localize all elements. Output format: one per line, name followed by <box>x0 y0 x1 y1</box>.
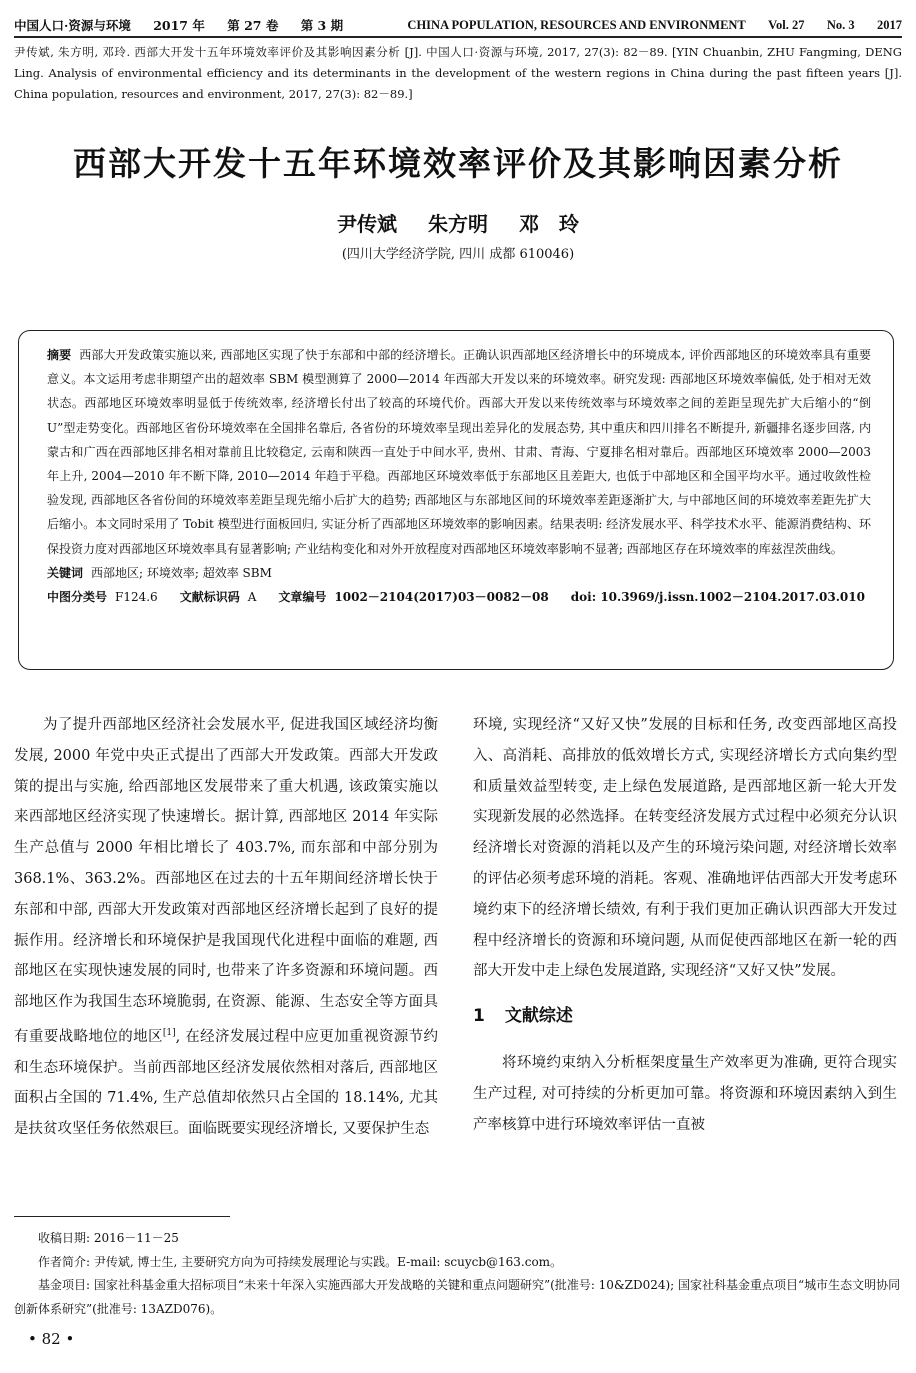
header-volume-cn: 第 27 卷 <box>227 18 279 33</box>
paragraph-text: , 在经济发展过程中应更加重视资源节约和生态环境保护。当前西部地区经济发展依然相对落后, 西部地区面积占全国的 71.4%, 生产总值却依然只占全国的 18.14%, 尤其是扶贫攻坚任务依然艰巨。面临既要实现经济增长, 又要保护生态 <box>14 1028 439 1138</box>
page-number: • 82 • <box>28 1330 75 1348</box>
journal-name-en: CHINA POPULATION, RESOURCES AND ENVIRONMENT <box>407 18 746 32</box>
paragraph: 环境, 实现经济“又好又快”发展的目标和任务, 改变西部地区高投入、高消耗、高排放的低效增长方式, 实现经济增长方式向集约型和质量效益型转变, 走上绿色发展道路, 是西部地区新一轮大开发实现新发展的必然选择。在转变经济发展方式过程中必须充分认识经济增长对资源的消耗以及产生的环境污染问题, 对经济增长效率的评估必须考虑环境的消耗。客观、准确地评估西部大开发考虑环境约束下的经济增长绩效, 有利于我们更加正确认识西部大开发过程中经济增长的资源和环境问题, 从而促使西部地区在新一轮的西部大开发中走上绿色发展道路, 实现经济“又好又快”发展。 <box>473 717 897 980</box>
body-column-right <box>473 710 897 1140</box>
paper-title: 西部大开发十五年环境效率评价及其影响因素分析 <box>73 144 843 183</box>
author-name: 朱方明 <box>428 212 488 236</box>
citation: 尹传斌, 朱方明, 邓玲. 西部大开发十五年环境效率评价及其影响因素分析 [J]. 中国人口·资源与环境, 2017, 27(3): 82－89. [YIN Chuanbin, ZHU Fangming, DENG Ling. Analysis of environmental efficiency and its determinants in the development of the western regions in China during the past fifteen years [J]. China population, resources and environment, 2017, 27(3): 82－89.] <box>14 45 902 101</box>
paragraph-text: 为了提升西部地区经济社会发展水平, 促进我国区域经济均衡发展, 2000 年党中央正式提出了西部大开发政策。西部大开发政策的提出与实施, 给西部地区发展带来了重大机遇, 该政策实施以来西部地区经济实现了快速增长。据计算, 西部地区 2014 年实际生产总值与 2000 年相比增长了 403.7%, 而东部和中部分别为 368.1%、363.2%。西部地区在过去的十五年期间经济增长快于东部和中部, 西部大开发政策对西部地区经济增长起到了良好的提振作用。经济增长和环境保护是我国现代化进程中面临的难题, 西部地区在实现快速发展的同时, 也带来了许多资源和环境问题。西部地区作为我国生态环境脆弱, 在资源、能源、生态安全等方面具有重要战略地位的地区 <box>14 717 438 1045</box>
abstract-text: 西部大开发政策实施以来, 西部地区实现了快于东部和中部的经济增长。正确认识西部地区经济增长中的环境成本, 评价西部地区的环境效率具有重要意义。本文运用考虑非期望产出的超效率 SBM 模型测算了 2000—2014 年西部大开发以来的环境效率。研究发现: 西部地区环境效率偏低, 处于相对无效状态。西部地区环境效率明显低于传统效率, 经济增长付出了较高的环境代价。西部大开发以来传统效率与环境效率之间的差距呈现先扩大后缩小的“倒 U”型走势变化。西部地区省份环境效率在全国排名靠后, 各省份的环境效率呈现出差异化的发展态势, 其中重庆和四川排名不断提升, 新疆排名逐步回落, 内蒙古和广西在西部地区排名相对靠前且比较稳定, 云南和陕西一直处于中间水平, 贵州、甘肃、青海、宁夏排名相对靠后。西部地区环境效率 2000—2003 年上升, 2004—2010 年不断下降, 2010—2014 年趋于平稳。西部地区环境效率低于东部地区且差距大, 也低于中部地区和全国平均水平。通过收敛性检验发现, 西部地区各省份间的环境效率差距呈现先缩小后扩大的趋势; 西部地区与东部地区间的环境效率差距逐渐扩大, 与中部地区间的环境效率差距先扩大后缩小。本文同时采用了 Tobit 模型进行面板回归, 实证分析了西部地区环境效率的影响因素。结果表明: 经济发展水平、科学技术水平、能源消费结构、环保投资力度对西部地区环境效率具有显著影响; 产业结构变化和对外开放程度对西部地区环境效率影响不显著; 西部地区存在环境效率的库兹涅茨曲线。 <box>47 348 871 556</box>
received-date: 收稿日期: 2016－11－25 <box>38 1231 179 1245</box>
header-volume: Vol. 27 <box>768 18 805 32</box>
header-left <box>14 16 361 34</box>
section-title: 文献综述 <box>504 1006 573 1027</box>
doi: doi: 10.3969/j.issn.1002－2104.2017.03.010 <box>570 590 865 605</box>
clc-value: F124.6 <box>115 590 158 605</box>
header-issue-cn: 第 3 期 <box>300 18 344 33</box>
journal-header <box>14 14 902 38</box>
journal-name-cn: 中国人口·资源与环境 <box>14 18 131 33</box>
header-year-en: 2017 <box>877 18 902 32</box>
keywords-text: 西部地区; 环境效率; 超效率 SBM <box>91 565 272 580</box>
section-heading <box>473 1001 897 1032</box>
author-name: 邓 玲 <box>518 212 579 236</box>
keywords <box>47 561 871 585</box>
footnote-divider <box>14 1216 230 1217</box>
header-right <box>407 17 902 33</box>
abstract <box>47 343 871 561</box>
author-bio: 作者简介: 尹传斌, 博士生, 主要研究方向为可持续发展理论与实践。E-mail: scuycb@163.com。 <box>38 1254 563 1269</box>
footnotes <box>14 1227 902 1321</box>
header-number: No. 3 <box>826 18 855 32</box>
doc-code-value: A <box>247 590 257 605</box>
section-number: 1 <box>473 1006 485 1027</box>
article-no-value: 1002－2104(2017)03－0082－08 <box>334 590 549 605</box>
doc-code-label: 文献标识码 <box>179 590 240 605</box>
citation-ref: [1] <box>162 1027 176 1038</box>
abstract-label: 摘要 <box>47 348 72 362</box>
abstract-box <box>18 330 894 670</box>
author-list <box>0 208 916 237</box>
funding-info: 基金项目: 国家社科基金重大招标项目“未来十年深入实施西部大开发战略的关键和重点问题研究”(批准号: 10&ZD024); 国家社科基金重点项目“城市生态文明协同创新体系研究”(批准号: 13AZD076)。 <box>14 1278 901 1316</box>
paragraph <box>14 710 438 1145</box>
body-column-left <box>14 710 438 1145</box>
paragraph: 将环境约束纳入分析框架度量生产效率更为准确, 更符合现实生产过程, 对可持续的分析更加可靠。将资源和环境因素纳入到生产率核算中进行环境效率评估一直被 <box>473 1054 897 1133</box>
keywords-label: 关键词 <box>47 565 84 580</box>
clc-label: 中图分类号 <box>47 590 108 605</box>
affiliation: (四川大学经济学院, 四川 成都 610046) <box>341 247 575 262</box>
classification-line <box>47 585 871 609</box>
author-name: 尹传斌 <box>337 212 398 236</box>
header-year: 2017 年 <box>153 18 205 33</box>
article-no-label: 文章编号 <box>278 590 327 605</box>
